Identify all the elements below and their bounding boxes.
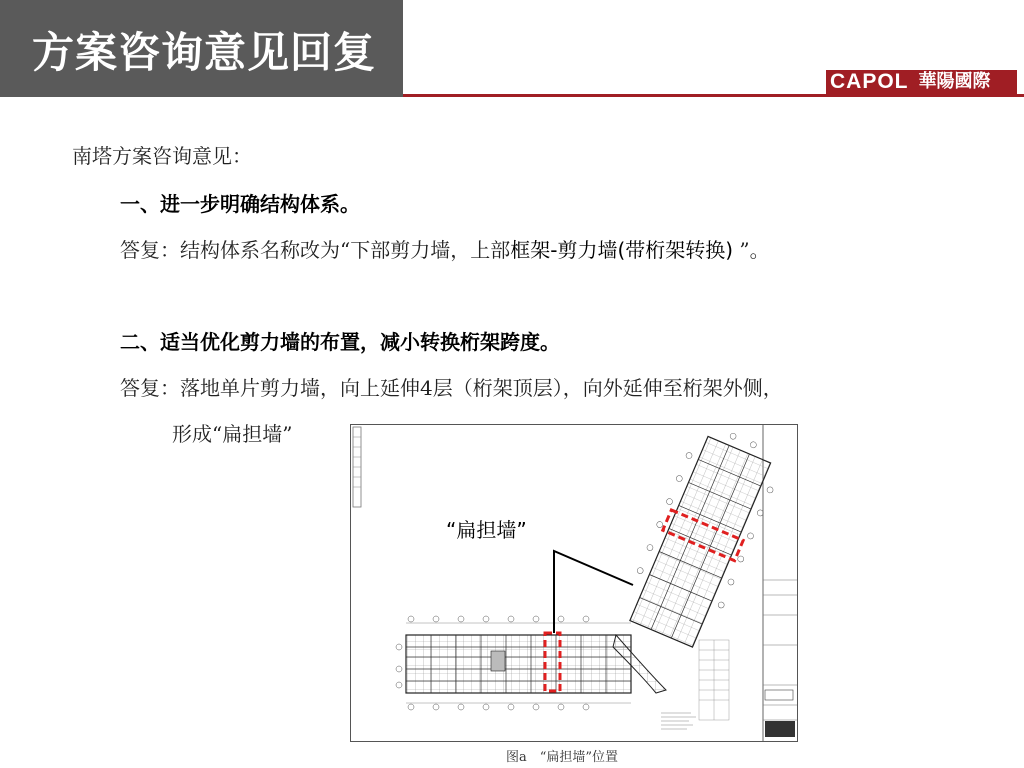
figure-caption: 图a “扁担墙”位置 xyxy=(506,750,619,765)
floor-plan-svg xyxy=(351,425,797,741)
item2-reply-line2: 形成“扁担墙” xyxy=(172,422,293,446)
horizontal-wing xyxy=(396,616,631,710)
item1-reply-highlight: 框架-剪力墙(带桁架转换) xyxy=(510,238,734,262)
floor-plan-drawing xyxy=(350,424,798,742)
page-title: 方案咨询意见回复 xyxy=(32,28,377,77)
item2-reply-line1: 答复：落地单片剪力墙，向上延伸4层（桁架顶层），向外延伸至桁架外侧， xyxy=(120,376,783,400)
item1-reply-suffix: ”。 xyxy=(733,238,770,262)
company-logo xyxy=(826,70,1017,94)
intro-line: 南塔方案咨询意见： xyxy=(72,144,252,168)
item1-reply xyxy=(120,237,770,263)
header-rule xyxy=(403,94,1024,97)
logo-english: CAPOL xyxy=(826,70,915,94)
title-banner xyxy=(0,0,403,97)
item2-heading: 二、适当优化剪力墙的布置，减小转换桁架跨度。 xyxy=(120,330,560,354)
inclined-wing xyxy=(618,425,788,652)
figure-callout-label: “扁担墙” xyxy=(446,518,527,542)
item1-heading: 一、进一步明确结构体系。 xyxy=(120,192,360,216)
logo-chinese: 華陽國際 xyxy=(915,70,1017,94)
item1-reply-prefix: 答复：结构体系名称改为“下部剪力墙，上部 xyxy=(120,238,511,262)
